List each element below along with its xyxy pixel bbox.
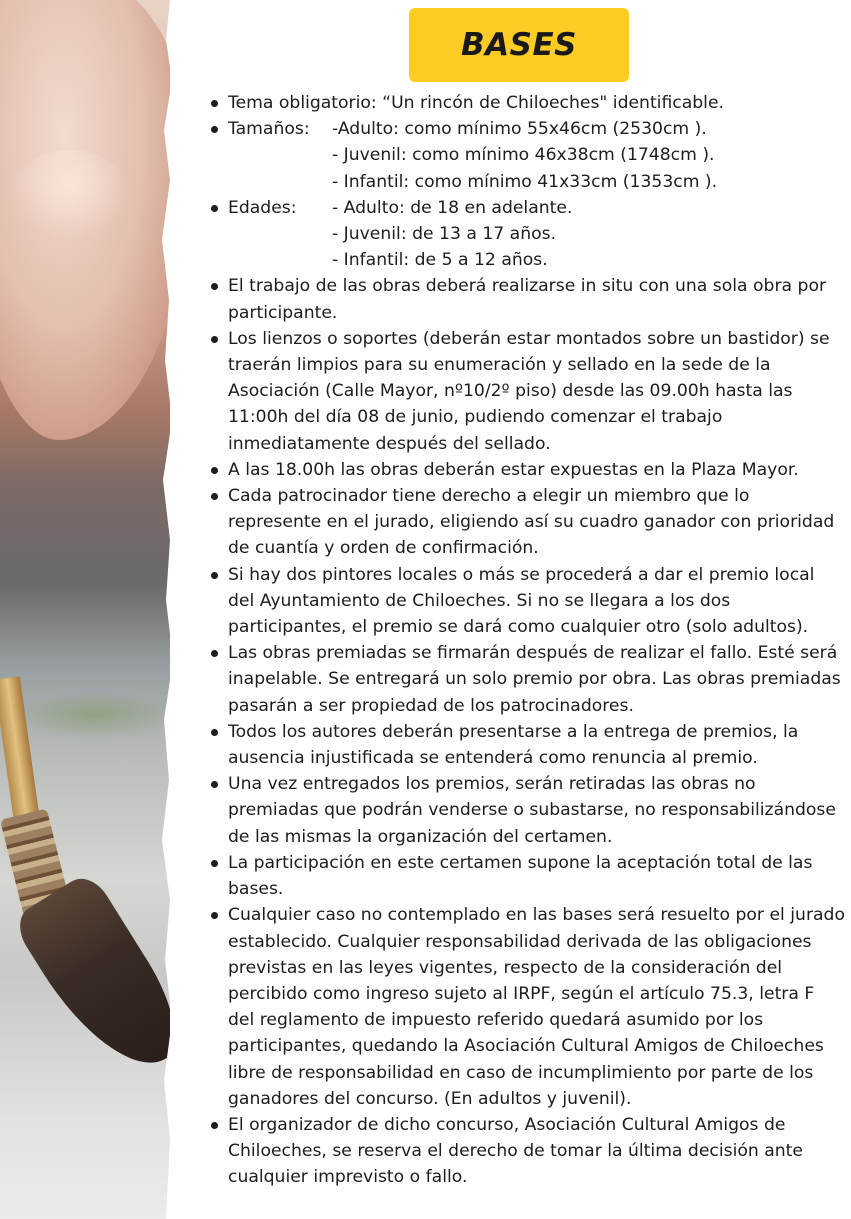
tamanos-label: Tamaños: [228, 119, 310, 140]
item-patrocinador: Cada patrocinador tiene derecho a elegir un miembro que lo represente en el jurado, eligiendo así su cuadro ganador con prioridad de cuantía y orden de confirmación. [228, 486, 835, 559]
list-item [205, 273, 845, 325]
list-item [205, 640, 845, 719]
tamano-adulto: -Adulto: como mínimo 55x46cm (2530cm ). [332, 119, 707, 140]
tamano-juvenil: - Juvenil: como mínimo 46x38cm (1748cm ). [332, 145, 715, 166]
edad-juvenil: - Juvenil: de 13 a 17 años. [332, 224, 557, 245]
list-item [205, 483, 845, 562]
list-item [205, 90, 845, 116]
torn-paper-edge [170, 0, 210, 1219]
list-item [205, 326, 845, 457]
list-item [205, 562, 845, 641]
item-organizador: El organizador de dicho concurso, Asociación Cultural Amigos de Chiloeches, se reserva el derecho de tomar la última decisión ante cualquier imprevisto o fallo. [228, 1114, 803, 1188]
edad-adulto: - Adulto: de 18 en adelante. [332, 197, 573, 218]
item-insitu: El trabajo de las obras deberá realizarse in situ con una sola obra por participante. [228, 276, 827, 323]
list-item [205, 850, 845, 902]
torn-edge-shape [156, 0, 186, 1219]
item-autores: Todos los autores deberán presentarse a la entrega de premios, la ausencia injustificada se entenderá como renuncia al premio. [228, 721, 799, 769]
bases-document [205, 0, 851, 1219]
background-blur [10, 690, 180, 740]
item-locales: Si hay dos pintores locales o más se procederá a dar el premio local del Ayuntamiento de Chiloeches. Si no se llegara a los dos participantes, el premio se dará como cualquier otro (solo adultos). [228, 564, 815, 638]
edades-label: Edades: [228, 197, 297, 218]
edad-infantil: - Infantil: de 5 a 12 años. [332, 250, 548, 271]
page-title: BASES [461, 27, 577, 63]
list-item [205, 1112, 845, 1191]
item-retiradas: Una vez entregados los premios, serán retiradas las obras no premiadas que podrán venderse o subastarse, no responsabilizándose de las mismas la organización del certamen. [228, 774, 836, 847]
list-item [205, 771, 845, 850]
list-item [205, 457, 845, 483]
item-cualquier: Cualquier caso no contemplado en las bases será resuelto por el jurado establecido. Cualquier responsabilidad derivada de las obligaciones previstas en las leyes vigentes, respecto de la consideración del percibido como ingreso sujeto al IRPF, según el artículo 75.3, letra F del reglamento de impuesto referido quedará asumido por los participantes, quedando la Asociación Cultural Amigos de Chiloeches libre de responsabilidad en caso de incumplimiento por parte de los ganadores del concurso. (En adultos y juvenil). [228, 905, 845, 1109]
item-expuestas: A las 18.00h las obras deberán estar expuestas en la Plaza Mayor. [228, 459, 799, 480]
list-item [205, 116, 845, 195]
bases-list [205, 90, 845, 1191]
knuckle-highlight [10, 150, 130, 240]
item-lienzos: Los lienzos o soportes (deberán estar montados sobre un bastidor) se traerán limpios para su enumeración y sellado en la sede de la Asociación (Calle Mayor, nº10/2º piso) desde las 09.00h hasta las 11:00h del día 08 de junio, pudiendo comenzar el trabajo inmediatamente después del sellado. [228, 328, 830, 454]
list-item [205, 719, 845, 771]
list-item [205, 902, 845, 1112]
item-aceptacion: La participación en este certamen supone la aceptación total de las bases. [228, 852, 813, 900]
item-tema: Tema obligatorio: “Un rincón de Chiloeches" identificable. [228, 93, 724, 113]
title-banner [409, 8, 629, 82]
tamano-infantil: - Infantil: como mínimo 41x33cm (1353cm ). [332, 171, 718, 192]
list-item [205, 195, 845, 274]
item-premiadas: Las obras premiadas se firmarán después de realizar el fallo. Esté será inapelable. Se entregará un solo premio por obra. Las obras premiadas pasarán a ser propiedad de los patrocinadores. [228, 643, 841, 716]
